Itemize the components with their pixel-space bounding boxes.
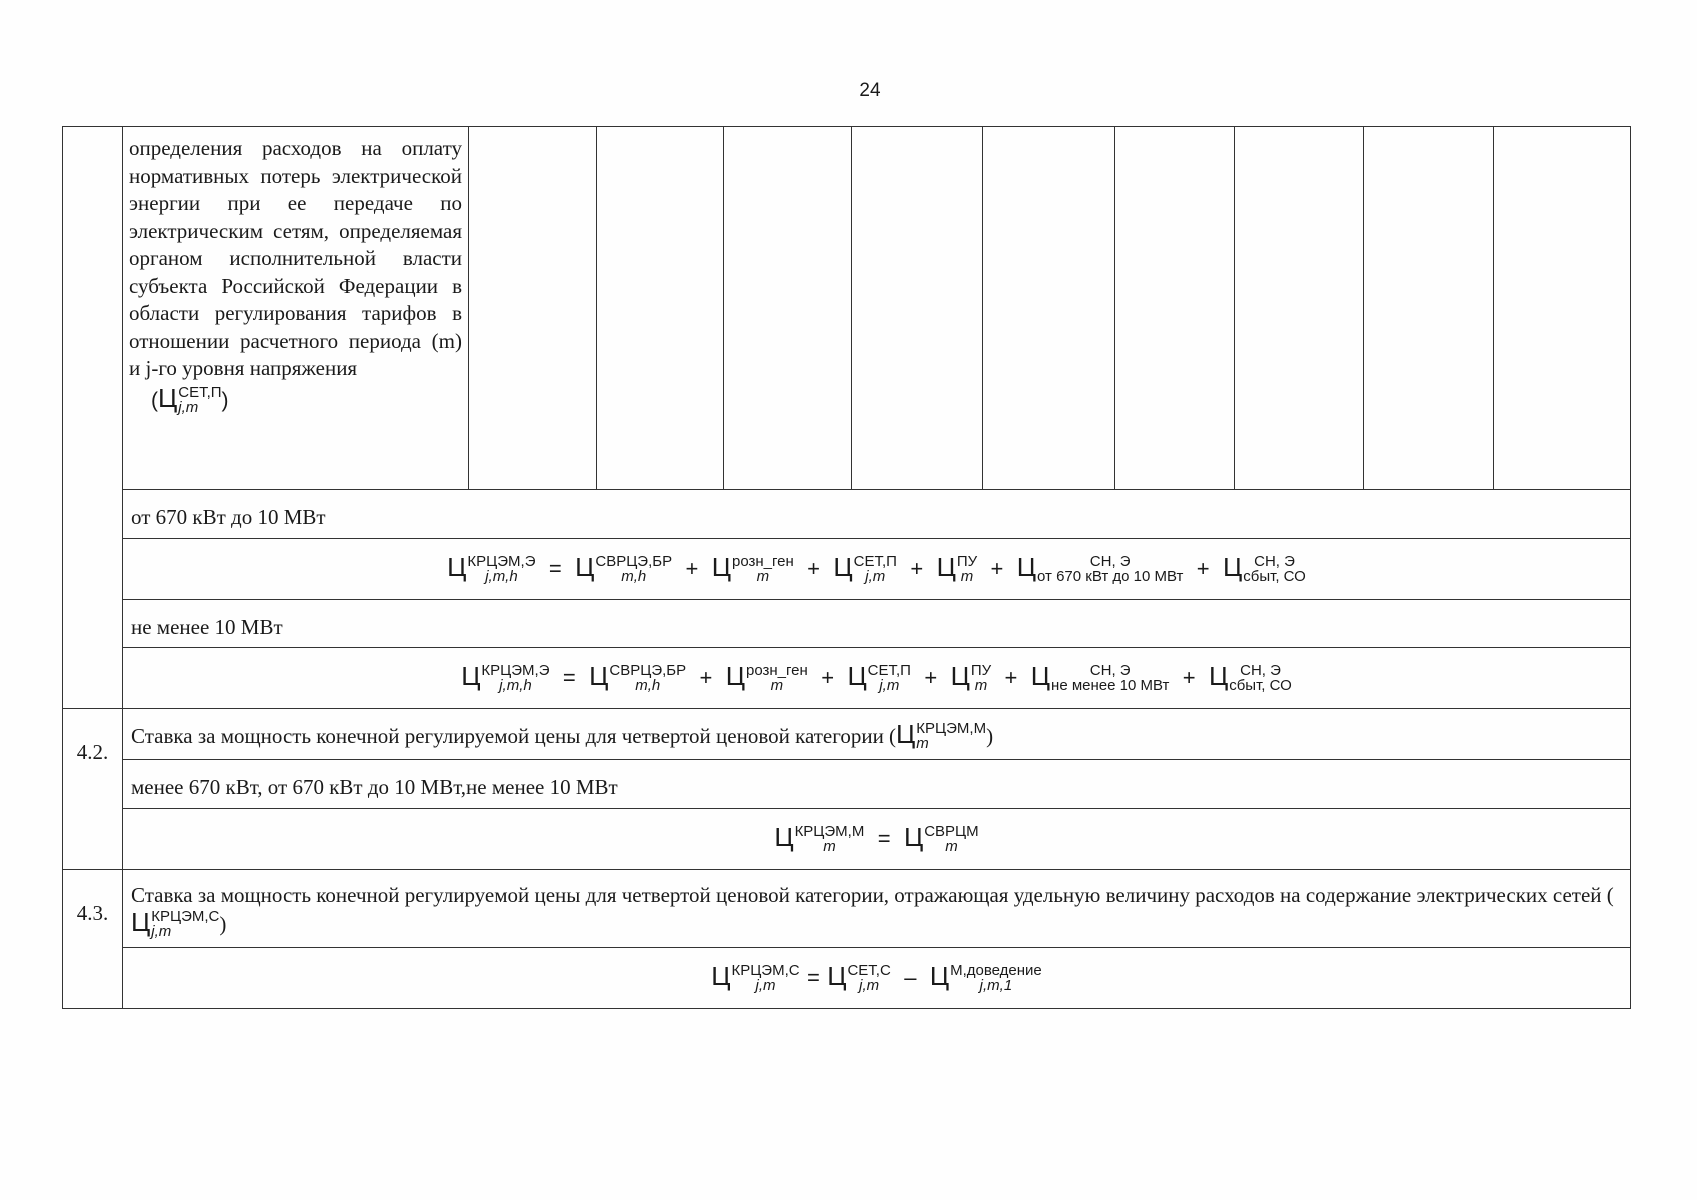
band-label: менее 670 кВт, от 670 кВт до 10 МВт,не менее 10 МВт bbox=[123, 760, 1631, 809]
formula-4: Ц КРЦЭМ,С j,m = Ц СЕТ,С j,m – Ц М,доведение j,m,1 bbox=[711, 961, 1042, 994]
formula-cell bbox=[123, 538, 1631, 599]
row-title: Ставка за мощность конечной регулируемой цены для четвертой ценовой категории, отражающая удельную величину расходов на содержание электрических сетей ( Ц КРЦЭМ,С j,m ) bbox=[123, 869, 1631, 948]
formula-cell bbox=[123, 808, 1631, 869]
row-number: 4.3. bbox=[63, 869, 123, 1009]
formula-cell bbox=[123, 948, 1631, 1009]
formula-cell bbox=[123, 648, 1631, 709]
table-row bbox=[63, 538, 1631, 599]
symbol-cset-p: ( Ц СЕТ,П j,m ) bbox=[151, 382, 229, 416]
table-row bbox=[63, 648, 1631, 709]
formula-1: Ц КРЦЭМ,Э j,m,h = Ц СВРЦЭ,БР m,h + Ц розн_ген m + Ц СЕТ,П j,m + Ц ПУ m + Ц СН, Э от 670 кВт до 10 МВт + Ц СН, Э сбыт, СО bbox=[447, 551, 1306, 585]
empty-cell bbox=[1235, 127, 1364, 490]
formula-3: Ц КРЦЭМ,М m = Ц СВРЦМ m bbox=[774, 821, 979, 855]
empty-cell bbox=[1364, 127, 1494, 490]
band-label: от 670 кВт до 10 МВт bbox=[123, 490, 1631, 539]
table-row bbox=[63, 760, 1631, 809]
row-number-cell bbox=[63, 127, 123, 709]
formula-2: Ц КРЦЭМ,Э j,m,h = Ц СВРЦЭ,БР m,h + Ц розн_ген m + Ц СЕТ,П j,m + Ц ПУ m + Ц СН, Э не менее 10 МВт + Ц СН, Э сбыт, СО bbox=[461, 661, 1292, 694]
description-text: определения расходов на оплату нормативных потерь электрической энергии при ее передаче по электрическим сетям, определяемая органом исполнительной власти субъекта Российской Федерации в области регулирования тарифов в отношении расчетного периода (m) и j-го уровня напряжения bbox=[129, 136, 462, 380]
page-number: 24 bbox=[859, 80, 881, 101]
table-row bbox=[63, 127, 1631, 490]
empty-cell bbox=[724, 127, 852, 490]
tariff-table bbox=[62, 126, 1631, 1009]
table-row bbox=[63, 709, 1631, 760]
empty-cell bbox=[983, 127, 1115, 490]
empty-cell bbox=[469, 127, 597, 490]
table-row bbox=[63, 948, 1631, 1009]
description-cell bbox=[123, 127, 469, 490]
empty-cell bbox=[1494, 127, 1631, 490]
table-row bbox=[63, 599, 1631, 648]
table-row bbox=[63, 808, 1631, 869]
table-row bbox=[63, 490, 1631, 539]
empty-cell bbox=[1115, 127, 1235, 490]
row-number: 4.2. bbox=[63, 709, 123, 870]
table-row bbox=[63, 869, 1631, 948]
row-title: Ставка за мощность конечной регулируемой цены для четвертой ценовой категории ( Ц КРЦЭМ,М m ) bbox=[123, 709, 1631, 760]
empty-cell bbox=[852, 127, 983, 490]
band-label: не менее 10 МВт bbox=[123, 599, 1631, 648]
empty-cell bbox=[597, 127, 724, 490]
